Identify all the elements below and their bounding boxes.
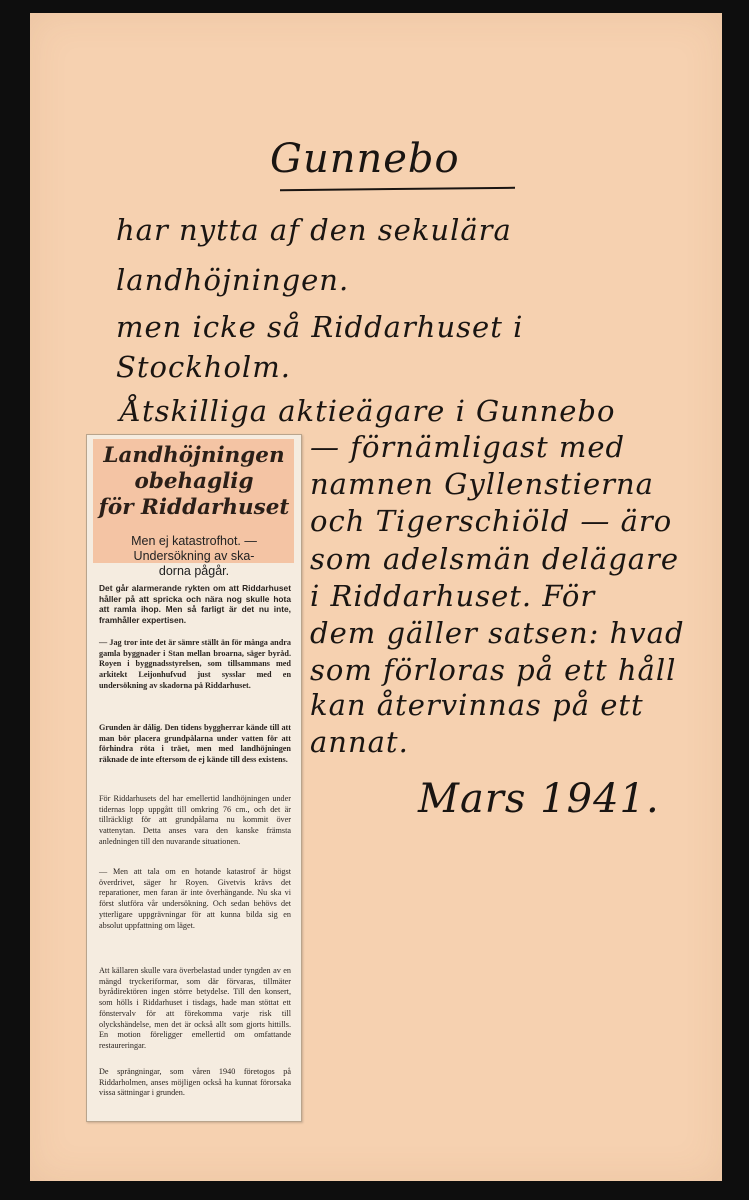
handwritten-line: som adelsmän delägare: [310, 542, 680, 576]
handwritten-line: Åtskilliga aktieägare i Gunnebo: [120, 394, 616, 428]
handwritten-line: men icke så Riddarhuset i: [116, 310, 524, 344]
article-paragraph: — Men att tala om en hotande katastrof är högst överdrivet, säger hr Royen. Givetvis krävs det reparationer, men faran är inte överhängande. Nu ska vi först slutföra vår undersökning. Och sedan behövs det ytterligare uppgrävningar för att kunna bilda sig en absolut uppfattning om läget.: [99, 867, 291, 930]
handwritten-line: Stockholm.: [116, 350, 291, 384]
newspaper-clipping: [86, 434, 302, 1122]
article-lead: Det går alarmerande rykten om att Riddarhuset håller på att spricka och nära nog skulle hota att ramla ihop. Men så farligt är det nu inte, framhåller expertisen.: [99, 583, 291, 626]
subheadline-line: Undersökning av ska-: [133, 549, 255, 563]
headline-line: Landhöjningen: [103, 443, 285, 468]
handwritten-line: dem gäller satsen: hvad: [310, 616, 685, 650]
subheadline-line: Men ej katastrofhot. —: [131, 534, 257, 548]
handwritten-line: namnen Gyllenstierna: [310, 467, 654, 501]
handwritten-line: annat.: [310, 725, 409, 759]
handwritten-title: Gunnebo: [270, 136, 460, 182]
handwritten-line: — förnämligast med: [310, 430, 626, 464]
handwritten-line: har nytta af den sekulära: [116, 213, 512, 247]
article-paragraph: — Jag tror inte det är sämre ställt än för många andra gamla byggnader i Stan mellan broarna, säger byråd. Royen i byggnadsstyrelsen, som tillsammans med arkitekt Leijonhufvud just sysslar med en undersökning av skadorna på Riddarhuset.: [99, 638, 291, 690]
headline-line: obehaglig: [134, 469, 254, 494]
article-paragraph: Grunden är dålig. Den tidens byggherrar kände till att man bör placera grundpålarna under vatten för att förhindra röta i träet, men med landhöjningen räknade de inte eftersom de ej kände till dess existens.: [99, 723, 291, 765]
headline-line: för Riddarhuset: [98, 495, 290, 520]
handwritten-line: i Riddarhuset. För: [310, 579, 596, 613]
handwritten-line: landhöjningen.: [116, 263, 350, 297]
handwritten-line: och Tigerschiöld — äro: [310, 504, 673, 538]
handwritten-line: som förloras på ett håll: [310, 653, 677, 687]
article-paragraph: Att källaren skulle vara överbelastad under tyngden av en mängd tryckeriformar, som där förvaras, tillmäter byrådirektören ingen större betydelse. Till den konsert, som hölls i Riddarhuset i tisdags, hade man stöttat ett fönstervalv för att förekomma varje risk till olyckshändelse, men det är också allt som gjorts hittills. En motion föreligger emellertid om omfattande restaureringar.: [99, 966, 291, 1050]
article-paragraph: De sprängningar, som våren 1940 företogos på Riddarholmen, anses möjligen också ha kunnat förorsaka vissa sättningar i grunden.: [99, 1067, 291, 1098]
title-underline: [280, 187, 515, 191]
handwritten-date: Mars 1941.: [418, 776, 660, 822]
subheadline-line: dorna pågår.: [158, 564, 230, 578]
handwritten-line: kan återvinnas på ett: [310, 688, 644, 722]
article-paragraph: För Riddarhusets del har emellertid landhöjningen under tidernas lopp uppgått till omkring 76 cm., och det är tillräckligt för att grundpålarna nu kommit över vattenytan. Detta anses vara den kanske främsta anledningen till den nuvarande situationen.: [99, 794, 291, 846]
